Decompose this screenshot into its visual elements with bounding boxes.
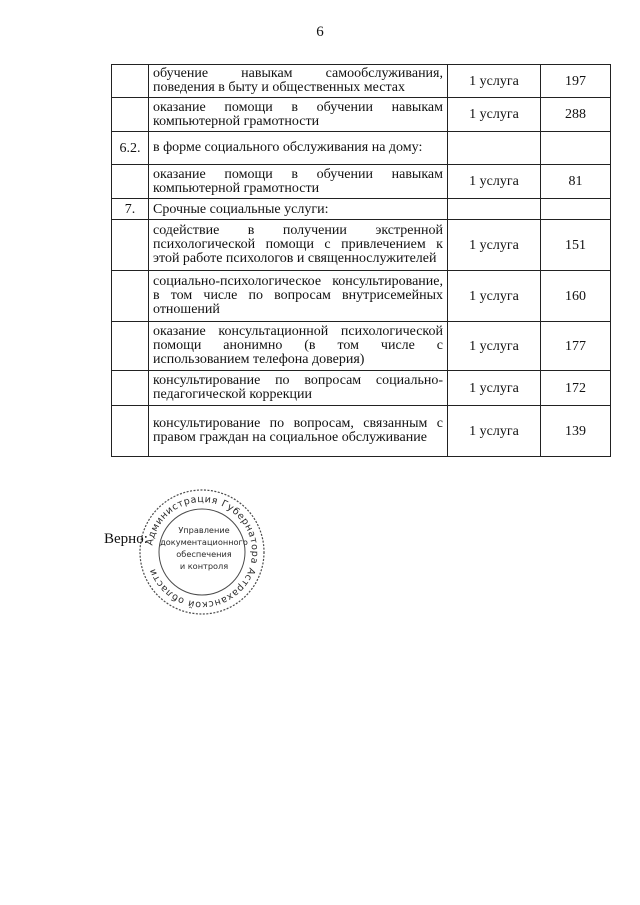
service-price: [541, 132, 611, 165]
service-unit: 1 услуга: [448, 165, 541, 199]
service-name: оказание помощи в обучении навыкам компьютерной грамотности: [149, 165, 448, 199]
section-heading: Срочные социальные услуги:: [149, 199, 448, 220]
table-row: [112, 406, 611, 457]
row-number: [112, 271, 149, 322]
service-name: содействие в получении экстренной психологической помощи с привлечением к этой работе психологов и священнослужителей: [149, 220, 448, 271]
service-unit: 1 услуга: [448, 220, 541, 271]
table-row: [112, 98, 611, 132]
service-price: 81: [541, 165, 611, 199]
services-price-table: [111, 64, 611, 457]
service-name: обучение навыкам самообслуживания, поведения в быту и общественных местах: [149, 65, 448, 98]
row-number: [112, 322, 149, 371]
service-name: социально-психологическое консультирование, в том числе по вопросам внутрисемейных отношений: [149, 271, 448, 322]
service-price: 139: [541, 406, 611, 457]
row-number: [112, 371, 149, 406]
service-price: 160: [541, 271, 611, 322]
table-row: [112, 271, 611, 322]
row-number: [112, 220, 149, 271]
svg-text:документационного: документационного: [160, 537, 248, 547]
service-price: [541, 199, 611, 220]
table-row: [112, 322, 611, 371]
service-unit: 1 услуга: [448, 271, 541, 322]
service-name: консультирование по вопросам, связанным с правом граждан на социальное обслуживание: [149, 406, 448, 457]
service-price: 288: [541, 98, 611, 132]
row-number: [112, 65, 149, 98]
table-row: [112, 165, 611, 199]
row-number: [112, 406, 149, 457]
svg-text:обеспечения: обеспечения: [176, 549, 232, 559]
table-row: [112, 220, 611, 271]
service-unit: 1 услуга: [448, 371, 541, 406]
service-unit: 1 услуга: [448, 65, 541, 98]
service-unit: 1 услуга: [448, 98, 541, 132]
service-unit: [448, 132, 541, 165]
row-number: [112, 98, 149, 132]
service-unit: 1 услуга: [448, 322, 541, 371]
service-price: 151: [541, 220, 611, 271]
table-row: [112, 199, 611, 220]
row-number: 7.: [112, 199, 149, 220]
page-number: 6: [316, 24, 324, 40]
service-price: 177: [541, 322, 611, 371]
service-name: оказание консультационной психологической помощи анонимно (в том числе с использованием телефона доверия): [149, 322, 448, 371]
row-number: 6.2.: [112, 132, 149, 165]
table-row: [112, 65, 611, 98]
service-name: консультирование по вопросам социально-педагогической коррекции: [149, 371, 448, 406]
service-price: 172: [541, 371, 611, 406]
table-row: [112, 132, 611, 165]
table-row: [112, 371, 611, 406]
svg-text:и контроля: и контроля: [179, 561, 229, 571]
certification-label: Верно:: [104, 531, 148, 547]
service-price: 197: [541, 65, 611, 98]
service-name: оказание помощи в обучении навыкам компьютерной грамотности: [149, 98, 448, 132]
service-unit: 1 услуга: [448, 406, 541, 457]
official-seal-stamp: [138, 488, 266, 616]
row-number: [112, 165, 149, 199]
service-unit: [448, 199, 541, 220]
section-heading: в форме социального обслуживания на дому:: [149, 132, 448, 165]
svg-text:Управление: Управление: [178, 525, 230, 535]
svg-text:Администрация Губернатора Астр: Администрация Губернатора Астраханской области: [144, 493, 261, 611]
